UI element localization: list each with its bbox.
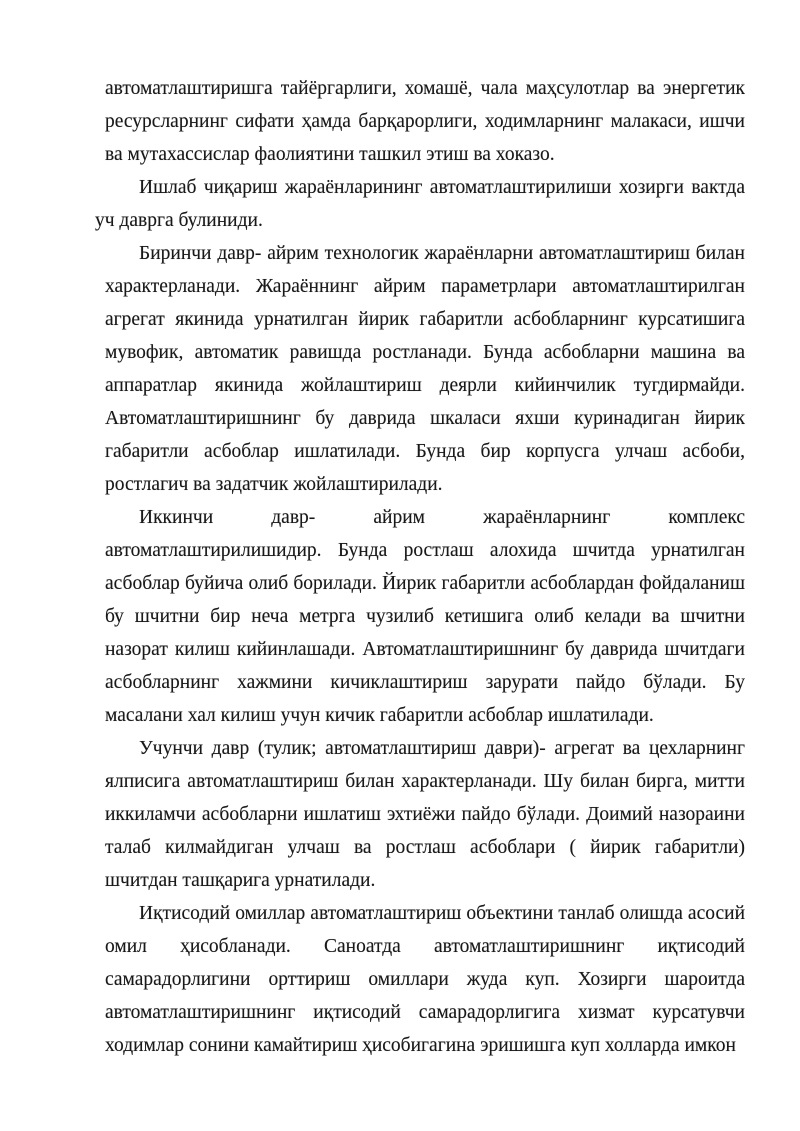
paragraph-second-period: Иккинчи давр- айрим жараёнларнинг комплекс автоматлаштирилишидир. Бунда ростлаш алохида шчитда урнатилган асбоблар буйича олиб борилади. Йирик габаритли асбоблардан фойдаланиш бу шчитни бир неча метрга чузилиб кетишига олиб келади ва шчитни назорат килиш кийинлашади. Автоматлаштиришнинг бу даврида шчитдаги асбобларнинг хажмини кичиклаштириш зарурати пайдо бўлади. Бу масалани хал килиш учун кичик габаритли асбоблар ишлатилади. <box>105 507 745 726</box>
paragraph-first-period: Биринчи давр- айрим технологик жараёнларни автоматлаштириш билан характерланади. Жараённинг айрим параметрлари автоматлаштирилган агрегат якинида урнатилган йирик габаритли асбобларнинг курсатишига мувофик, автоматик равишда ростланади. Бунда асбобларни машина ва аппаратлар якинида жойлаштириш деярли кийинчилик тугдирмайди. Автоматлаштиришнинг бу даврида шкаласи яхши куринадиган йирик габаритли асбоблар ишлатилади. Бунда бир корпусга улчаш асбоби, ростлагич ва задатчик жойлаштирилади. <box>105 243 745 495</box>
paragraph-continuation: автоматлаштиришга тайёргарлиги, хомашё, чала маҳсулотлар ва энергетик ресурсларнинг сифати ҳамда барқарорлиги, ходимларнинг малакаси, ишчи ва мутахассислар фаолиятини ташкил этиш ва хоказо. <box>105 78 745 165</box>
text-block <box>95 72 745 1062</box>
paragraph-economic-factors: Иқтисодий омиллар автоматлаштириш объектини танлаб олишда асосий омил ҳисобланади. Саноатда автоматлаштиришнинг иқтисодий самарадорлигини орттириш омиллари жуда куп. Хозирги шароитда автоматлаштиришнинг иқтисодий самарадорлигига хизмат курсатувчи ходимлар сонини камайтириш ҳисобигагина эришишга куп холларда имкон <box>105 903 745 1056</box>
paragraph-third-period: Учунчи давр (тулик; автоматлаштириш даври)- агрегат ва цехларнинг ялписига автоматлаштириш билан характерланади. Шу билан бирга, митти иккиламчи асбобларни ишлатиш эхтиёжи пайдо бўлади. Доимий назораини талаб килмайдиган улчаш ва ростлаш асбоблари ( йирик габаритли) шчитдан ташқарига урнатилади. <box>105 738 745 891</box>
paragraph-intro-three-periods: Ишлаб чиқариш жараёнларининг автоматлаштирилиши хозирги вактда уч даврга булиниди. <box>95 177 745 231</box>
